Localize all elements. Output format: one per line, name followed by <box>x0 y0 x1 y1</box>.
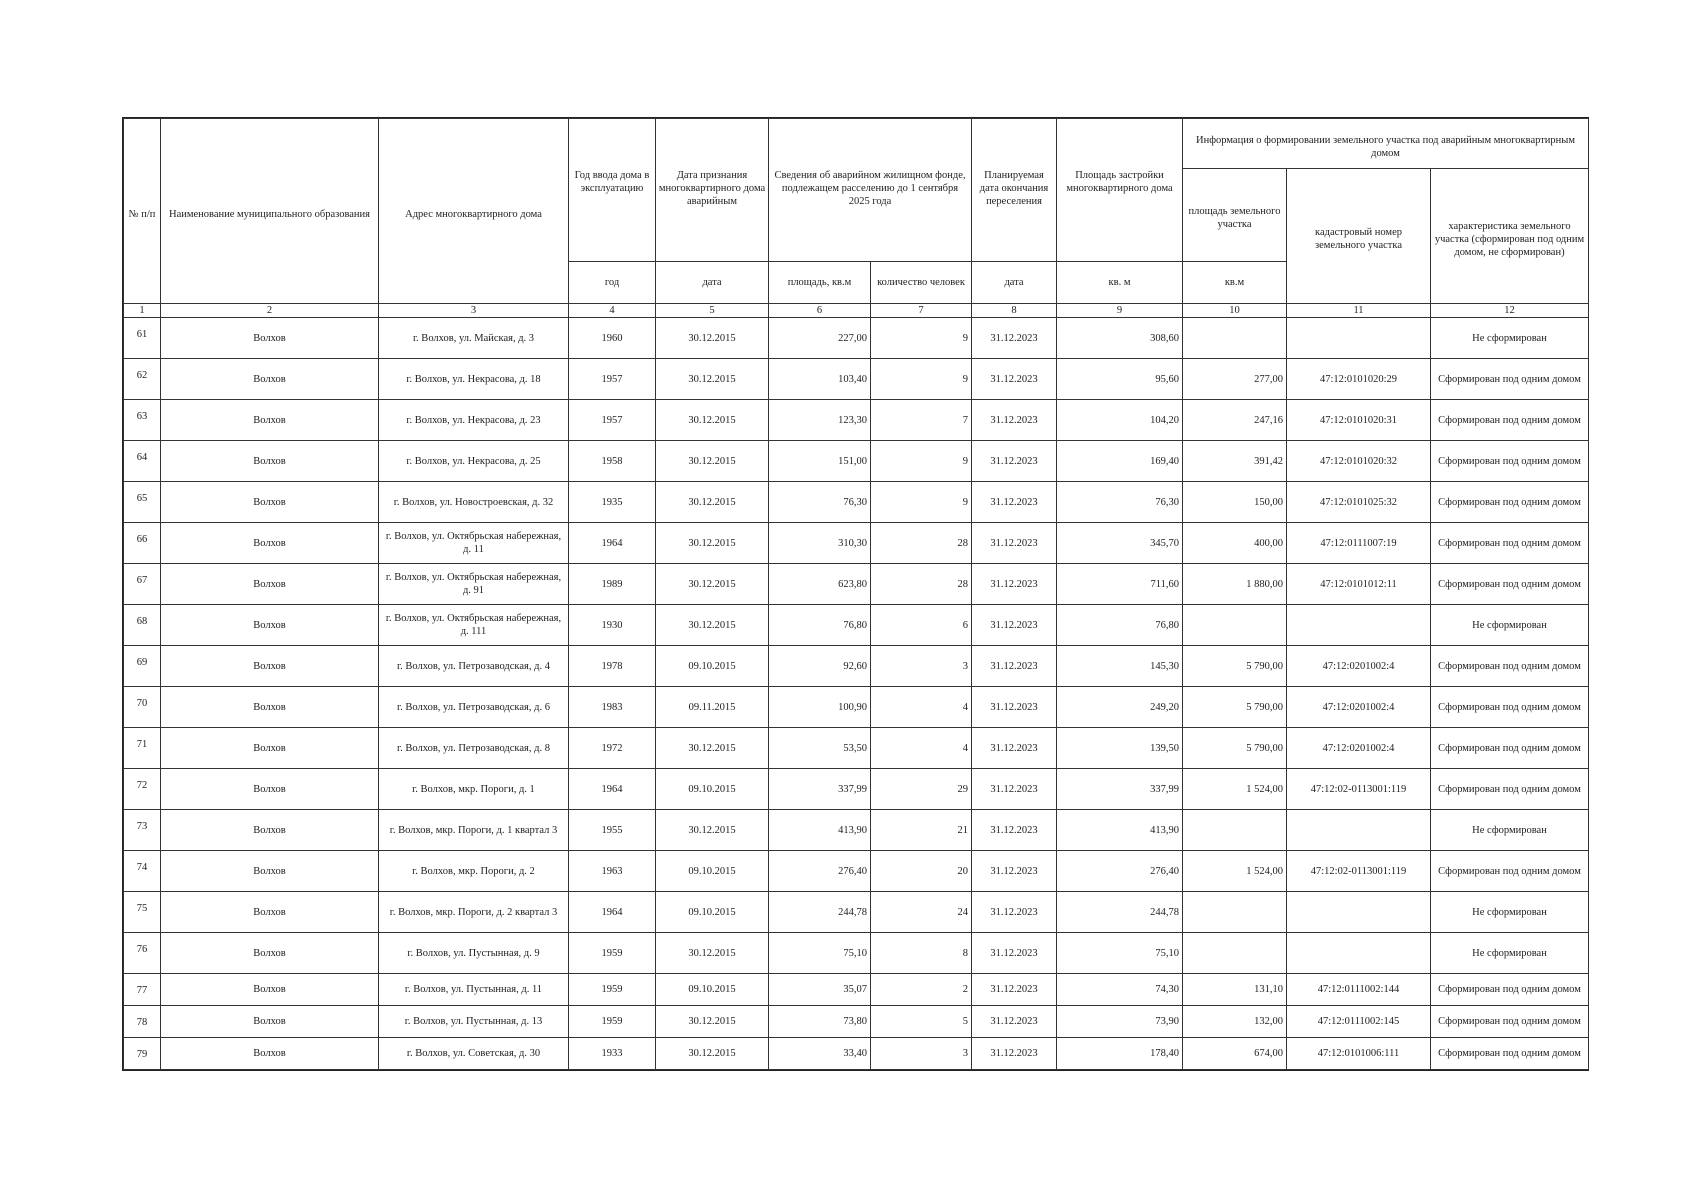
year-cell: 1978 <box>569 646 656 687</box>
year-cell: 1972 <box>569 728 656 769</box>
row-number: 71 <box>124 728 161 769</box>
row-number: 66 <box>124 523 161 564</box>
table-row <box>124 892 1589 933</box>
land-status-cell: Сформирован под одним домом <box>1431 974 1589 1006</box>
municipality-cell: Волхов <box>161 769 379 810</box>
emergency-area-cell: 413,90 <box>769 810 871 851</box>
planned-date-cell: 31.12.2023 <box>972 728 1057 769</box>
emergency-area-cell: 75,10 <box>769 933 871 974</box>
planned-date-cell: 31.12.2023 <box>972 687 1057 728</box>
people-count-cell: 8 <box>871 933 972 974</box>
table-row <box>124 359 1589 400</box>
header-number: № п/п <box>124 119 161 304</box>
cadastral-number-cell: 47:12:02-0113001:119 <box>1287 769 1431 810</box>
table-row <box>124 400 1589 441</box>
emergency-housing-table <box>123 118 1589 1070</box>
address-cell: г. Волхов, ул. Новостроевская, д. 32 <box>379 482 569 523</box>
cadastral-number-cell <box>1287 318 1431 359</box>
land-status-cell: Сформирован под одним домом <box>1431 646 1589 687</box>
municipality-cell: Волхов <box>161 564 379 605</box>
municipality-cell: Волхов <box>161 728 379 769</box>
table-row <box>124 974 1589 1006</box>
recognition-date-cell: 30.12.2015 <box>656 318 769 359</box>
land-area-cell: 5 790,00 <box>1183 687 1287 728</box>
planned-date-cell: 31.12.2023 <box>972 769 1057 810</box>
land-status-cell: Не сформирован <box>1431 892 1589 933</box>
cadastral-number-cell: 47:12:0111007:19 <box>1287 523 1431 564</box>
emergency-area-cell: 337,99 <box>769 769 871 810</box>
row-number: 73 <box>124 810 161 851</box>
column-number: 4 <box>569 304 656 318</box>
address-cell: г. Волхов, ул. Пустынная, д. 11 <box>379 974 569 1006</box>
address-cell: г. Волхов, мкр. Пороги, д. 1 <box>379 769 569 810</box>
table-row <box>124 1006 1589 1038</box>
municipality-cell: Волхов <box>161 933 379 974</box>
year-cell: 1957 <box>569 400 656 441</box>
table-row <box>124 810 1589 851</box>
cadastral-number-cell: 47:12:0201002:4 <box>1287 728 1431 769</box>
people-count-cell: 4 <box>871 728 972 769</box>
recognition-date-cell: 30.12.2015 <box>656 359 769 400</box>
address-cell: г. Волхов, мкр. Пороги, д. 2 квартал 3 <box>379 892 569 933</box>
header-cadastral-number: кадастровый номер земельного участка <box>1287 169 1431 304</box>
building-area-cell: 73,90 <box>1057 1006 1183 1038</box>
column-number: 12 <box>1431 304 1589 318</box>
table-header <box>124 119 1589 318</box>
planned-date-cell: 31.12.2023 <box>972 523 1057 564</box>
recognition-date-cell: 30.12.2015 <box>656 933 769 974</box>
unit-land-area: кв.м <box>1183 262 1287 304</box>
address-cell: г. Волхов, ул. Петрозаводская, д. 8 <box>379 728 569 769</box>
emergency-area-cell: 76,80 <box>769 605 871 646</box>
land-status-cell: Сформирован под одним домом <box>1431 564 1589 605</box>
land-area-cell: 247,16 <box>1183 400 1287 441</box>
land-status-cell: Сформирован под одним домом <box>1431 1006 1589 1038</box>
column-number: 10 <box>1183 304 1287 318</box>
planned-date-cell: 31.12.2023 <box>972 851 1057 892</box>
planned-date-cell: 31.12.2023 <box>972 441 1057 482</box>
recognition-date-cell: 09.10.2015 <box>656 974 769 1006</box>
cadastral-number-cell <box>1287 892 1431 933</box>
municipality-cell: Волхов <box>161 482 379 523</box>
land-area-cell: 5 790,00 <box>1183 646 1287 687</box>
cadastral-number-cell: 47:12:0111002:144 <box>1287 974 1431 1006</box>
row-number: 64 <box>124 441 161 482</box>
people-count-cell: 9 <box>871 359 972 400</box>
people-count-cell: 28 <box>871 564 972 605</box>
cadastral-number-cell: 47:12:0201002:4 <box>1287 687 1431 728</box>
planned-date-cell: 31.12.2023 <box>972 892 1057 933</box>
planned-date-cell: 31.12.2023 <box>972 646 1057 687</box>
land-area-cell: 132,00 <box>1183 1006 1287 1038</box>
people-count-cell: 24 <box>871 892 972 933</box>
column-number: 9 <box>1057 304 1183 318</box>
table-row <box>124 933 1589 974</box>
municipality-cell: Волхов <box>161 523 379 564</box>
land-status-cell: Сформирован под одним домом <box>1431 400 1589 441</box>
land-status-cell: Не сформирован <box>1431 810 1589 851</box>
row-number: 69 <box>124 646 161 687</box>
address-cell: г. Волхов, ул. Советская, д. 30 <box>379 1038 569 1070</box>
cadastral-number-cell: 47:12:0101020:31 <box>1287 400 1431 441</box>
cadastral-number-cell: 47:12:0201002:4 <box>1287 646 1431 687</box>
building-area-cell: 169,40 <box>1057 441 1183 482</box>
people-count-cell: 28 <box>871 523 972 564</box>
building-area-cell: 178,40 <box>1057 1038 1183 1070</box>
municipality-cell: Волхов <box>161 646 379 687</box>
header-emergency-fund: Сведения об аварийном жилищном фонде, подлежащем расселению до 1 сентября 2025 года <box>769 119 972 262</box>
people-count-cell: 20 <box>871 851 972 892</box>
people-count-cell: 29 <box>871 769 972 810</box>
row-number: 65 <box>124 482 161 523</box>
cadastral-number-cell: 47:12:0101025:32 <box>1287 482 1431 523</box>
year-cell: 1959 <box>569 1006 656 1038</box>
table-row <box>124 687 1589 728</box>
cadastral-number-cell: 47:12:02-0113001:119 <box>1287 851 1431 892</box>
table-row <box>124 605 1589 646</box>
address-cell: г. Волхов, ул. Некрасова, д. 25 <box>379 441 569 482</box>
people-count-cell: 3 <box>871 1038 972 1070</box>
year-cell: 1955 <box>569 810 656 851</box>
row-number: 61 <box>124 318 161 359</box>
municipality-cell: Волхов <box>161 400 379 441</box>
emergency-area-cell: 76,30 <box>769 482 871 523</box>
land-area-cell: 1 880,00 <box>1183 564 1287 605</box>
emergency-area-cell: 35,07 <box>769 974 871 1006</box>
recognition-date-cell: 09.10.2015 <box>656 646 769 687</box>
planned-date-cell: 31.12.2023 <box>972 318 1057 359</box>
address-cell: г. Волхов, ул. Октябрьская набережная, д. 111 <box>379 605 569 646</box>
recognition-date-cell: 30.12.2015 <box>656 523 769 564</box>
emergency-area-cell: 73,80 <box>769 1006 871 1038</box>
building-area-cell: 139,50 <box>1057 728 1183 769</box>
land-area-cell <box>1183 933 1287 974</box>
cadastral-number-cell: 47:12:0101006:111 <box>1287 1038 1431 1070</box>
land-status-cell: Сформирован под одним домом <box>1431 359 1589 400</box>
header-planned-date: Планируемая дата окончания переселения <box>972 119 1057 262</box>
unit-people: количество человек <box>871 262 972 304</box>
row-number: 76 <box>124 933 161 974</box>
land-area-cell <box>1183 605 1287 646</box>
table-row <box>124 523 1589 564</box>
address-cell: г. Волхов, ул. Петрозаводская, д. 6 <box>379 687 569 728</box>
year-cell: 1959 <box>569 974 656 1006</box>
building-area-cell: 75,10 <box>1057 933 1183 974</box>
table-row <box>124 646 1589 687</box>
header-building-area: Площадь застройки многоквартирного дома <box>1057 119 1183 262</box>
row-number: 78 <box>124 1006 161 1038</box>
address-cell: г. Волхов, ул. Октябрьская набережная, д. 11 <box>379 523 569 564</box>
cadastral-number-cell <box>1287 810 1431 851</box>
recognition-date-cell: 30.12.2015 <box>656 441 769 482</box>
emergency-area-cell: 100,90 <box>769 687 871 728</box>
municipality-cell: Волхов <box>161 441 379 482</box>
municipality-cell: Волхов <box>161 359 379 400</box>
building-area-cell: 95,60 <box>1057 359 1183 400</box>
year-cell: 1958 <box>569 441 656 482</box>
building-area-cell: 345,70 <box>1057 523 1183 564</box>
municipality-cell: Волхов <box>161 318 379 359</box>
column-number: 2 <box>161 304 379 318</box>
emergency-area-cell: 276,40 <box>769 851 871 892</box>
land-status-cell: Сформирован под одним домом <box>1431 482 1589 523</box>
emergency-area-cell: 244,78 <box>769 892 871 933</box>
land-area-cell: 131,10 <box>1183 974 1287 1006</box>
column-number: 8 <box>972 304 1057 318</box>
table-row <box>124 564 1589 605</box>
land-area-cell: 277,00 <box>1183 359 1287 400</box>
year-cell: 1989 <box>569 564 656 605</box>
emergency-area-cell: 53,50 <box>769 728 871 769</box>
land-status-cell: Сформирован под одним домом <box>1431 728 1589 769</box>
recognition-date-cell: 30.12.2015 <box>656 482 769 523</box>
year-cell: 1964 <box>569 523 656 564</box>
building-area-cell: 76,80 <box>1057 605 1183 646</box>
cadastral-number-cell <box>1287 933 1431 974</box>
row-number: 72 <box>124 769 161 810</box>
land-status-cell: Сформирован под одним домом <box>1431 769 1589 810</box>
building-area-cell: 337,99 <box>1057 769 1183 810</box>
recognition-date-cell: 09.10.2015 <box>656 892 769 933</box>
municipality-cell: Волхов <box>161 605 379 646</box>
municipality-cell: Волхов <box>161 810 379 851</box>
building-area-cell: 244,78 <box>1057 892 1183 933</box>
emergency-area-cell: 33,40 <box>769 1038 871 1070</box>
year-cell: 1964 <box>569 892 656 933</box>
land-status-cell: Сформирован под одним домом <box>1431 1038 1589 1070</box>
header-recognition-date: Дата признания многоквартирного дома аварийным <box>656 119 769 262</box>
emergency-area-cell: 151,00 <box>769 441 871 482</box>
recognition-date-cell: 30.12.2015 <box>656 810 769 851</box>
building-area-cell: 711,60 <box>1057 564 1183 605</box>
recognition-date-cell: 09.11.2015 <box>656 687 769 728</box>
row-number: 74 <box>124 851 161 892</box>
people-count-cell: 3 <box>871 646 972 687</box>
table-row <box>124 1038 1589 1070</box>
land-status-cell: Сформирован под одним домом <box>1431 687 1589 728</box>
planned-date-cell: 31.12.2023 <box>972 359 1057 400</box>
address-cell: г. Волхов, мкр. Пороги, д. 2 <box>379 851 569 892</box>
planned-date-cell: 31.12.2023 <box>972 400 1057 441</box>
building-area-cell: 74,30 <box>1057 974 1183 1006</box>
register-sheet <box>122 117 1589 1071</box>
year-cell: 1935 <box>569 482 656 523</box>
row-number: 67 <box>124 564 161 605</box>
unit-area: площадь, кв.м <box>769 262 871 304</box>
column-number: 6 <box>769 304 871 318</box>
column-number: 1 <box>124 304 161 318</box>
emergency-area-cell: 123,30 <box>769 400 871 441</box>
cadastral-number-cell: 47:12:0101020:32 <box>1287 441 1431 482</box>
emergency-area-cell: 103,40 <box>769 359 871 400</box>
municipality-cell: Волхов <box>161 851 379 892</box>
year-cell: 1963 <box>569 851 656 892</box>
row-number: 75 <box>124 892 161 933</box>
table-row <box>124 482 1589 523</box>
address-cell: г. Волхов, ул. Некрасова, д. 18 <box>379 359 569 400</box>
address-cell: г. Волхов, ул. Октябрьская набережная, д. 91 <box>379 564 569 605</box>
address-cell: г. Волхов, ул. Майская, д. 3 <box>379 318 569 359</box>
emergency-area-cell: 227,00 <box>769 318 871 359</box>
cadastral-number-cell: 47:12:0101020:29 <box>1287 359 1431 400</box>
header-address: Адрес многоквартирного дома <box>379 119 569 304</box>
municipality-cell: Волхов <box>161 892 379 933</box>
year-cell: 1957 <box>569 359 656 400</box>
land-status-cell: Сформирован под одним домом <box>1431 441 1589 482</box>
unit-date: дата <box>656 262 769 304</box>
header-land-area: площадь земельного участка <box>1183 169 1287 262</box>
year-cell: 1960 <box>569 318 656 359</box>
people-count-cell: 9 <box>871 318 972 359</box>
recognition-date-cell: 30.12.2015 <box>656 605 769 646</box>
header-year: Год ввода дома в эксплуатацию <box>569 119 656 262</box>
recognition-date-cell: 30.12.2015 <box>656 1006 769 1038</box>
planned-date-cell: 31.12.2023 <box>972 933 1057 974</box>
year-cell: 1964 <box>569 769 656 810</box>
land-area-cell: 5 790,00 <box>1183 728 1287 769</box>
address-cell: г. Волхов, ул. Некрасова, д. 23 <box>379 400 569 441</box>
unit-year: год <box>569 262 656 304</box>
planned-date-cell: 31.12.2023 <box>972 1038 1057 1070</box>
column-number: 7 <box>871 304 972 318</box>
header-land-status: характеристика земельного участка (сформирован под одним домом, не сформирован) <box>1431 169 1589 304</box>
land-area-cell: 150,00 <box>1183 482 1287 523</box>
people-count-cell: 4 <box>871 687 972 728</box>
table-row <box>124 769 1589 810</box>
municipality-cell: Волхов <box>161 1006 379 1038</box>
address-cell: г. Волхов, ул. Петрозаводская, д. 4 <box>379 646 569 687</box>
row-number: 70 <box>124 687 161 728</box>
cadastral-number-cell: 47:12:0111002:145 <box>1287 1006 1431 1038</box>
municipality-cell: Волхов <box>161 687 379 728</box>
header-municipality: Наименование муниципального образования <box>161 119 379 304</box>
building-area-cell: 249,20 <box>1057 687 1183 728</box>
building-area-cell: 104,20 <box>1057 400 1183 441</box>
table-row <box>124 441 1589 482</box>
land-area-cell <box>1183 892 1287 933</box>
row-number: 77 <box>124 974 161 1006</box>
land-status-cell: Не сформирован <box>1431 318 1589 359</box>
building-area-cell: 276,40 <box>1057 851 1183 892</box>
planned-date-cell: 31.12.2023 <box>972 605 1057 646</box>
table-body <box>124 318 1589 1070</box>
year-cell: 1959 <box>569 933 656 974</box>
planned-date-cell: 31.12.2023 <box>972 810 1057 851</box>
table-row <box>124 851 1589 892</box>
planned-date-cell: 31.12.2023 <box>972 564 1057 605</box>
land-area-cell: 1 524,00 <box>1183 851 1287 892</box>
year-cell: 1933 <box>569 1038 656 1070</box>
people-count-cell: 21 <box>871 810 972 851</box>
building-area-cell: 76,30 <box>1057 482 1183 523</box>
table-row <box>124 318 1589 359</box>
land-status-cell: Не сформирован <box>1431 605 1589 646</box>
year-cell: 1983 <box>569 687 656 728</box>
row-number: 68 <box>124 605 161 646</box>
address-cell: г. Волхов, ул. Пустынная, д. 13 <box>379 1006 569 1038</box>
recognition-date-cell: 30.12.2015 <box>656 1038 769 1070</box>
unit-planned-date: дата <box>972 262 1057 304</box>
building-area-cell: 413,90 <box>1057 810 1183 851</box>
column-number: 3 <box>379 304 569 318</box>
land-area-cell: 1 524,00 <box>1183 769 1287 810</box>
land-area-cell <box>1183 318 1287 359</box>
column-number: 11 <box>1287 304 1431 318</box>
municipality-cell: Волхов <box>161 974 379 1006</box>
cadastral-number-cell: 47:12:0101012:11 <box>1287 564 1431 605</box>
land-status-cell: Сформирован под одним домом <box>1431 851 1589 892</box>
people-count-cell: 9 <box>871 441 972 482</box>
land-area-cell: 391,42 <box>1183 441 1287 482</box>
people-count-cell: 6 <box>871 605 972 646</box>
land-status-cell: Сформирован под одним домом <box>1431 523 1589 564</box>
planned-date-cell: 31.12.2023 <box>972 974 1057 1006</box>
building-area-cell: 145,30 <box>1057 646 1183 687</box>
year-cell: 1930 <box>569 605 656 646</box>
emergency-area-cell: 92,60 <box>769 646 871 687</box>
address-cell: г. Волхов, мкр. Пороги, д. 1 квартал 3 <box>379 810 569 851</box>
column-number: 5 <box>656 304 769 318</box>
emergency-area-cell: 623,80 <box>769 564 871 605</box>
people-count-cell: 9 <box>871 482 972 523</box>
land-area-cell: 400,00 <box>1183 523 1287 564</box>
people-count-cell: 7 <box>871 400 972 441</box>
land-area-cell <box>1183 810 1287 851</box>
planned-date-cell: 31.12.2023 <box>972 1006 1057 1038</box>
people-count-cell: 2 <box>871 974 972 1006</box>
land-status-cell: Не сформирован <box>1431 933 1589 974</box>
unit-building-area: кв. м <box>1057 262 1183 304</box>
table-row <box>124 728 1589 769</box>
header-land-info: Информация о формировании земельного участка под аварийным многоквартирным домом <box>1183 119 1589 169</box>
recognition-date-cell: 30.12.2015 <box>656 400 769 441</box>
recognition-date-cell: 30.12.2015 <box>656 564 769 605</box>
recognition-date-cell: 30.12.2015 <box>656 728 769 769</box>
recognition-date-cell: 09.10.2015 <box>656 851 769 892</box>
municipality-cell: Волхов <box>161 1038 379 1070</box>
land-area-cell: 674,00 <box>1183 1038 1287 1070</box>
row-number: 62 <box>124 359 161 400</box>
address-cell: г. Волхов, ул. Пустынная, д. 9 <box>379 933 569 974</box>
people-count-cell: 5 <box>871 1006 972 1038</box>
row-number: 63 <box>124 400 161 441</box>
building-area-cell: 308,60 <box>1057 318 1183 359</box>
planned-date-cell: 31.12.2023 <box>972 482 1057 523</box>
emergency-area-cell: 310,30 <box>769 523 871 564</box>
cadastral-number-cell <box>1287 605 1431 646</box>
recognition-date-cell: 09.10.2015 <box>656 769 769 810</box>
row-number: 79 <box>124 1038 161 1070</box>
